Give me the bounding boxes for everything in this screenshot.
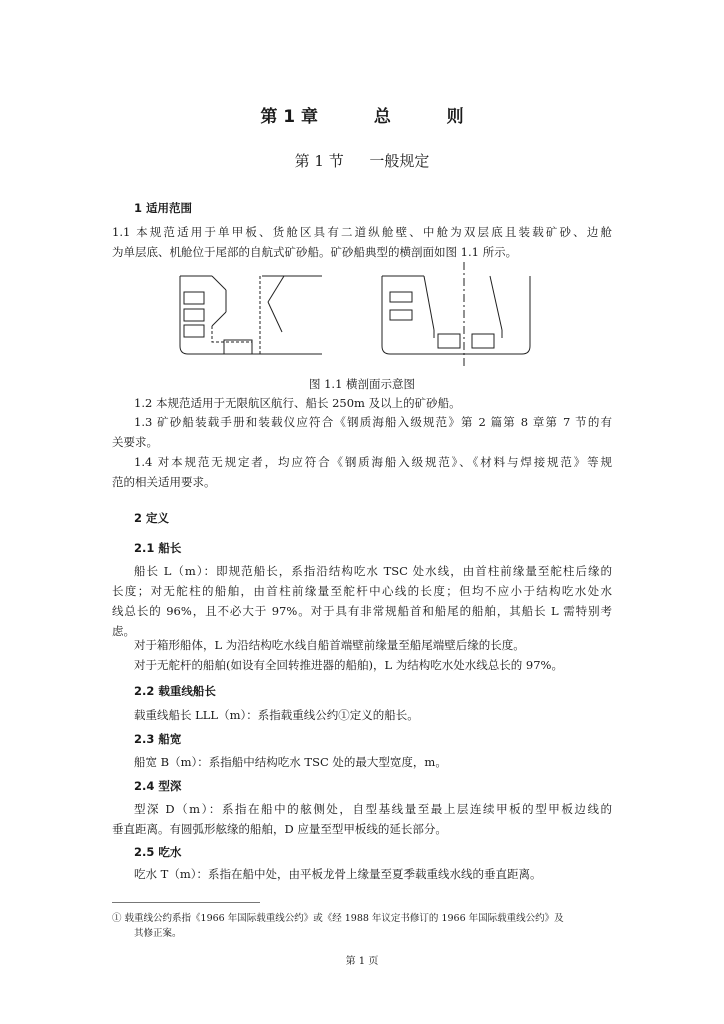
section-number: 第 1 节 — [294, 152, 344, 170]
chapter-title — [0, 102, 724, 127]
heading-2-1: 2.1 船长 — [134, 541, 182, 555]
footnote-rule — [112, 902, 260, 903]
paragraph-2-4-line-1: 型深 D（m）：系指在船中的舷侧处，自型基线量至最上层连续甲板的型甲板边线的 — [134, 802, 612, 816]
paragraph-2-2: 载重线船长 LLL（m）：系指载重线公约①定义的船长。 — [134, 708, 419, 722]
paragraph-2-1-line-2: 长度；对无舵柱的船舶，由首柱前缘量至舵杆中心线的长度；但均不应小于结构吃水处水 — [112, 584, 612, 598]
paragraph-2-1-norudder: 对于无舵杆的船舶(如设有全回转推进器的船舶)，L 为结构吃水处水线总长的 97%。 — [134, 658, 563, 672]
paragraph-1-4-line-2: 范的相关适用要求。 — [112, 475, 216, 489]
paragraph-1-3-line-1: 1.3 矿砂船装载手册和装载仪应符合《钢质海船入级规范》第 2 篇第 8 章第 7 节的有 — [134, 415, 612, 429]
section-name: 一般规定 — [369, 152, 430, 170]
cross-section-right — [382, 262, 530, 366]
paragraph-1-1-line-2: 为单层底、机舱位于尾部的自航式矿砂船。矿砂船典型的横剖面如图 1.1 所示。 — [112, 245, 518, 259]
cross-section-left — [180, 276, 322, 354]
chapter-title-char-1: 总 — [373, 107, 391, 127]
heading-2-5: 2.5 吃水 — [134, 845, 182, 859]
paragraph-2-1-boxhull: 对于箱形船体，L 为沿结构吃水线自船首端壁前缘量至船尾端壁后缘的长度。 — [134, 638, 525, 652]
page-number: 第 1 页 — [345, 956, 379, 967]
paragraph-2-5: 吃水 T（m）：系指在船中处，由平板龙骨上缘量至夏季载重线水线的垂直距离。 — [134, 867, 542, 881]
chapter-number: 第 1 章 — [260, 107, 318, 127]
cross-section-figure — [172, 262, 532, 366]
paragraph-2-1-line-1: 船长 L（m）：即规范船长，系指沿结构吃水 TSC 处水线，由首柱前缘量至舵柱后缘的 — [134, 564, 612, 578]
paragraph-2-1-line-3: 线总长的 96%，且不必大于 97%。对于具有非常规船首和船尾的船舶，其船长 L 需特别考 — [112, 604, 612, 618]
heading-2-3: 2.3 船宽 — [134, 732, 182, 746]
paragraph-1-4-line-1: 1.4 对本规范无规定者，均应符合《钢质海船入级规范》、《材料与焊接规范》等规 — [134, 455, 612, 469]
paragraph-2-3: 船宽 B（m）：系指船中结构吃水 TSC 处的最大型宽度，m。 — [134, 755, 447, 769]
section-title — [0, 150, 724, 171]
figure-caption: 图 1.1 横剖面示意图 — [308, 377, 416, 391]
paragraph-1-1-line-1: 1.1 本规范适用于单甲板、货舱区具有二道纵舱壁、中舱为双层底且装载矿砂、边舱 — [112, 225, 612, 239]
footnote-line-1: ① 载重线公约系指《1966 年国际载重线公约》或《经 1988 年议定书修订的 1966 年国际载重线公约》及 — [112, 913, 564, 924]
paragraph-2-4-line-2: 垂直距离。有圆弧形舷缘的船舶，D 应量至型甲板线的延长部分。 — [112, 822, 447, 836]
paragraph-1-3-line-2: 关要求。 — [112, 435, 158, 449]
chapter-title-char-2: 则 — [446, 107, 464, 127]
paragraph-2-1-line-4: 虑。 — [112, 624, 135, 638]
heading-2-4: 2.4 型深 — [134, 779, 182, 793]
footnote-line-2: 其修正案。 — [134, 928, 182, 939]
heading-2-2: 2.2 载重线船长 — [134, 684, 216, 698]
heading-scope: 1 适用范围 — [134, 201, 193, 215]
paragraph-1-2: 1.2 本规范适用于无限航区航行、船长 250m 及以上的矿砂船。 — [134, 396, 461, 410]
heading-definitions: 2 定义 — [134, 511, 170, 525]
